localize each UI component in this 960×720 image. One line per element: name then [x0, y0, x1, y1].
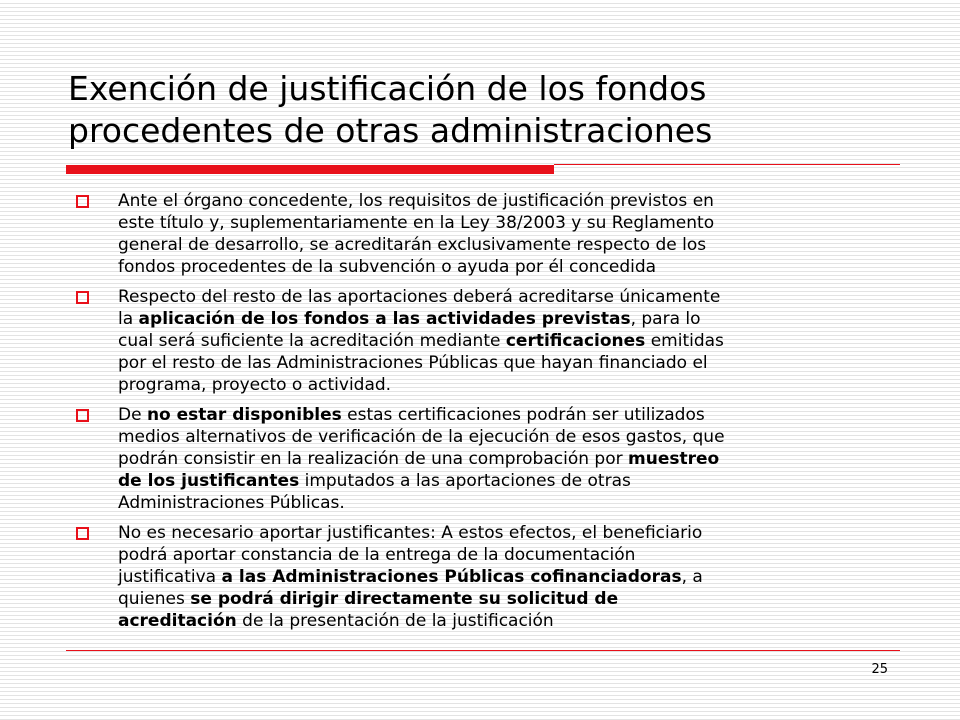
square-bullet-icon	[76, 409, 89, 422]
title-divider-rule	[554, 164, 900, 165]
bullet-text-line	[118, 374, 894, 396]
bullet-text-line	[118, 426, 894, 448]
text-run: fondos procedentes de la subvención o ayuda por él concedida	[118, 257, 657, 277]
bullet-item	[74, 190, 894, 278]
text-run: de la presentación de la justificación	[236, 611, 554, 631]
square-bullet-icon	[76, 527, 89, 540]
bullet-item	[74, 404, 894, 514]
bold-text-run: no estar disponibles	[146, 405, 342, 425]
text-run: la	[118, 309, 139, 329]
text-run: De	[118, 405, 147, 425]
bullet-text-line	[118, 286, 894, 308]
text-run: , para lo	[630, 309, 701, 329]
bullet-text-line	[118, 352, 894, 374]
text-run: quienes	[118, 589, 191, 609]
text-run: este título y, suplementariamente en la Ley 38/2003 y su Reglamento	[118, 213, 715, 233]
bullet-text-line	[118, 492, 894, 514]
bold-text-run: aplicación de los fondos a las actividades previstas	[138, 309, 631, 329]
bullet-item	[74, 286, 894, 396]
text-run: medios alternativos de verificación de la ejecución de esos gastos, que	[118, 427, 725, 447]
footer-divider-rule	[66, 650, 900, 651]
square-bullet-icon	[76, 291, 89, 304]
bullet-list	[74, 190, 894, 640]
bullet-text-line	[118, 470, 894, 492]
bold-text-run: de los justificantes	[118, 471, 300, 491]
text-run: podrán consistir en la realización de una comprobación por	[118, 449, 628, 469]
title-underline-bar	[66, 165, 554, 174]
bold-text-run: a las Administraciones Públicas cofinanciadoras	[221, 567, 682, 587]
text-run: Ante el órgano concedente, los requisitos de justificación previstos en	[118, 191, 714, 211]
text-run: general de desarrollo, se acreditarán exclusivamente respecto de los	[118, 235, 707, 255]
bold-text-run: certificaciones	[505, 331, 646, 351]
bullet-text-line	[118, 212, 894, 234]
slide-title-line: Exención de justificación de los fondos	[68, 69, 707, 108]
text-run: justificativa	[118, 567, 222, 587]
bullet-text-line	[118, 234, 894, 256]
bullet-text-line	[118, 588, 894, 610]
slide-title-line: procedentes de otras administraciones	[68, 111, 713, 150]
bold-text-run: se podrá dirigir directamente su solicitud de	[190, 589, 619, 609]
text-run: , a	[681, 567, 703, 587]
text-run: No es necesario aportar justificantes: A estos efectos, el beneficiario	[118, 523, 703, 543]
text-run: cual será suficiente la acreditación mediante	[118, 331, 506, 351]
bullet-text-line	[118, 544, 894, 566]
text-run: estas certificaciones podrán ser utilizados	[341, 405, 705, 425]
square-bullet-icon	[76, 195, 89, 208]
bullet-text-line	[118, 330, 894, 352]
bullet-text-line	[118, 522, 894, 544]
text-run: Administraciones Públicas.	[118, 493, 345, 513]
bold-text-run: acreditación	[118, 611, 237, 631]
page-number: 25	[871, 662, 888, 677]
text-run: por el resto de las Administraciones Públicas que hayan financiado el	[118, 353, 708, 373]
bullet-text-line	[118, 308, 894, 330]
text-run: imputados a las aportaciones de otras	[299, 471, 631, 491]
text-run: programa, proyecto o actividad.	[118, 375, 392, 395]
text-run: podrá aportar constancia de la entrega de la documentación	[118, 545, 636, 565]
slide-title	[68, 68, 928, 152]
bold-text-run: muestreo	[628, 449, 720, 469]
text-run: emitidas	[645, 331, 724, 351]
bullet-text-line	[118, 448, 894, 470]
bullet-text-line	[118, 404, 894, 426]
bullet-text-line	[118, 190, 894, 212]
bullet-text-line	[118, 566, 894, 588]
text-run: Respecto del resto de las aportaciones deberá acreditarse únicamente	[118, 287, 721, 307]
bullet-text-line	[118, 610, 894, 632]
bullet-text-line	[118, 256, 894, 278]
bullet-item	[74, 522, 894, 632]
